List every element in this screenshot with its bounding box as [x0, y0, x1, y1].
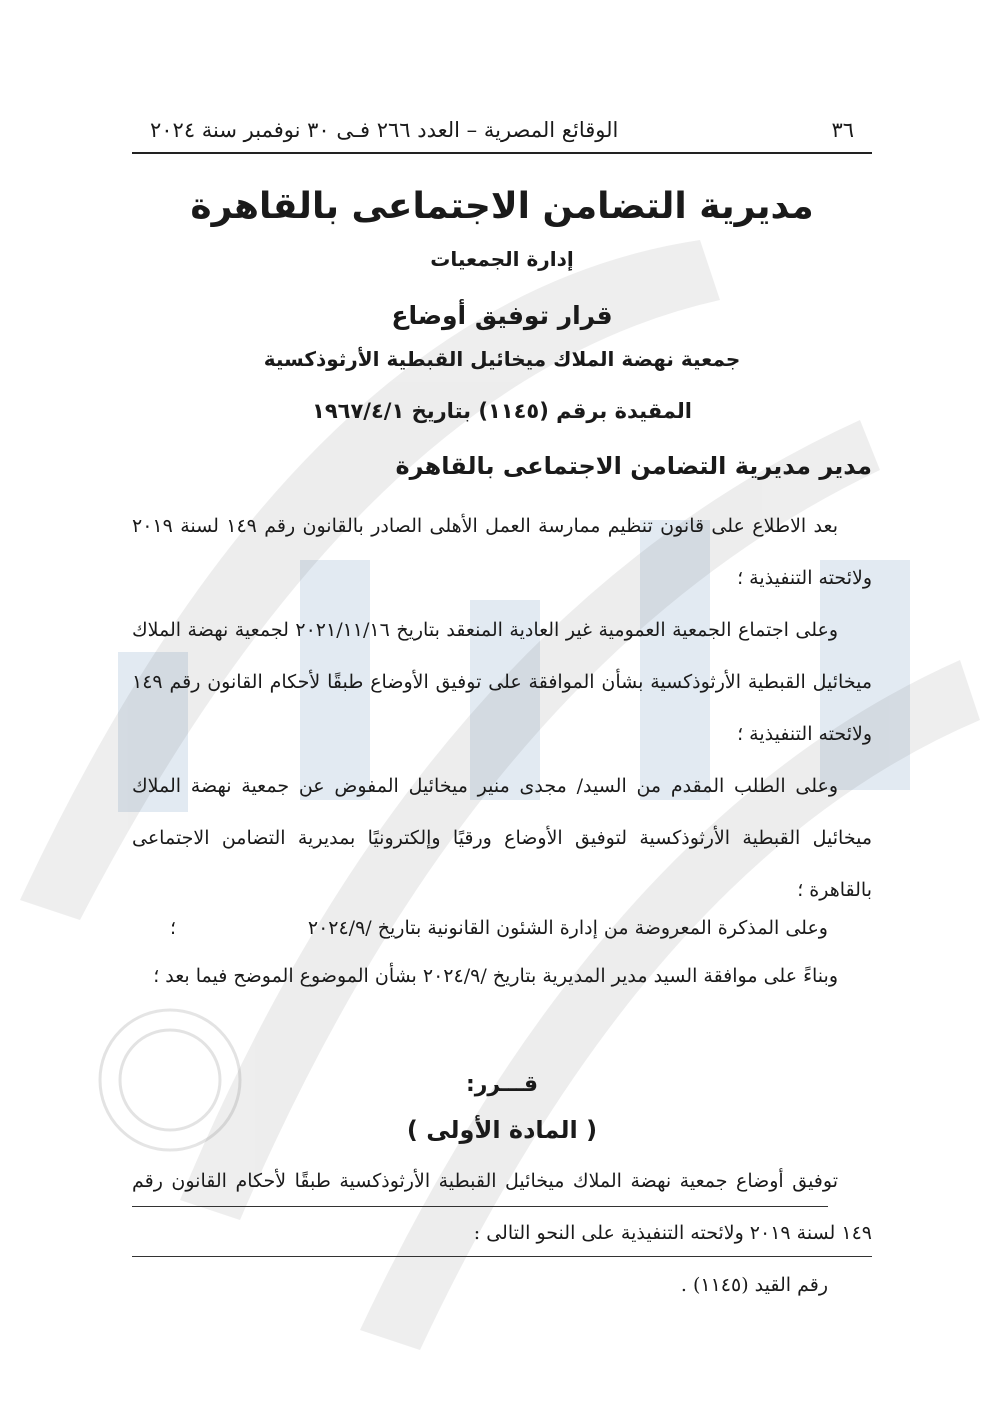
publication-line: الوقائع المصرية – العدد ٢٦٦ فـى ٣٠ نوفمبر سنة ٢٠٢٤: [150, 118, 619, 142]
director-heading: مدير مديرية التضامن الاجتماعى بالقاهرة: [395, 452, 872, 480]
paragraph-memo: [132, 917, 828, 939]
memo-end-mark: ؛: [170, 917, 177, 939]
decided-heading: قـــرر:: [465, 1072, 539, 1097]
paragraph-approval: وبناءً على موافقة السيد مدير المديرية بتاريخ /٢٠٢٤/٩ بشأن الموضوع الموضح فيما بعد ؛: [153, 965, 838, 987]
registration-line: المقيدة برقم (١١٤٥) بتاريخ ١٩٦٧/٤/١: [312, 399, 692, 423]
underline-2: [132, 1256, 872, 1257]
page-number: ٣٦: [831, 118, 854, 142]
document-title: مديرية التضامن الاجتماعى بالقاهرة: [190, 186, 814, 227]
paragraph-law-reference: بعد الاطلاع على قانون تنظيم ممارسة العمل الأهلى الصادر بالقانون رقم ١٤٩ لسنة ٢٠١٩ ولائحته التنفيذية ؛: [132, 515, 872, 589]
association-name: جمعية نهضة الملاك ميخائيل القبطية الأرثوذكسية: [263, 347, 741, 371]
article-one-heading: ( المادة الأولى ): [406, 1116, 598, 1144]
paragraph-general-assembly: وعلى اجتماع الجمعية العمومية غير العادية المنعقد بتاريخ ٢٠٢١/١١/١٦ لجمعية نهضة الملاك ميخائيل القبطية الأرثوذكسية بشأن الموافقة على توفيق الأوضاع طبقًا لأحكام القانون رقم ١٤٩ ولائحته التنفيذية ؛: [132, 619, 872, 745]
paragraph-request: وعلى الطلب المقدم من السيد/ مجدى منير ميخائيل المفوض عن جمعية نهضة الملاك ميخائيل القبطية الأرثوذكسية لتوفيق الأوضاع ورقيًا وإلكترونيًا بمديرية التضامن الاجتماعى بالقاهرة ؛: [132, 775, 872, 901]
decision-title: قرار توفيق أوضاع: [391, 301, 613, 330]
registration-number: رقم القيد (١١٤٥) .: [680, 1274, 828, 1296]
gazette-header: [132, 112, 872, 154]
department-name: إدارة الجمعيات: [430, 247, 574, 271]
article-one-text: توفيق أوضاع جمعية نهضة الملاك ميخائيل القبطية الأرثوذكسية طبقًا لأحكام القانون رقم ١٤٩ لسنة ٢٠١٩ ولائحته التنفيذية على النحو التالى :: [132, 1170, 872, 1244]
memo-text: وعلى المذكرة المعروضة من إدارة الشئون القانونية بتاريخ /٢٠٢٤/٩: [307, 917, 828, 939]
underline-1: [132, 1206, 828, 1207]
